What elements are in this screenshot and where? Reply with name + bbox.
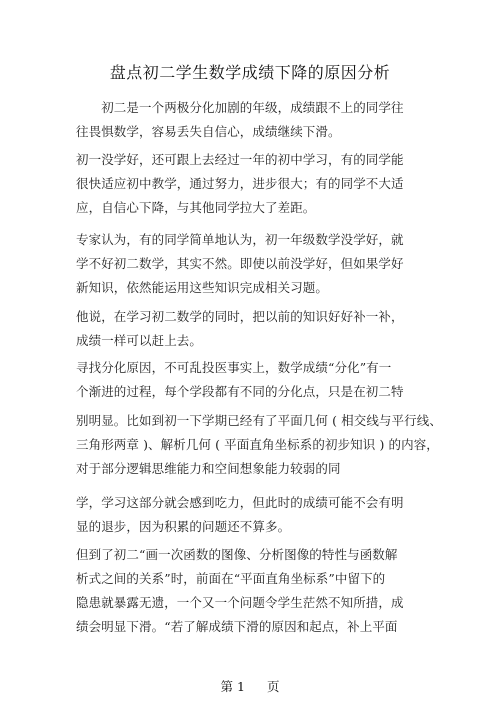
paragraph-8 — [76, 543, 436, 639]
text-line: 初二是一个两极分化加剧的年级，成绩跟不上的同学往 — [76, 100, 404, 115]
page-footer — [0, 678, 500, 696]
paragraph-3 — [76, 228, 436, 300]
text-line: 学不好初二数学，其实不然。即使以前没学好，但如果学好 — [76, 256, 404, 271]
text-line: 专家认为，有的同学简单地认为，初一年级数学没学好，就 — [76, 232, 404, 247]
text-line: 成绩一样可以赶上去。 — [76, 333, 203, 348]
text-line: 寻找分化原因，不可乱投医事实上，数学成绩“分化”有一 — [76, 360, 392, 375]
paragraph-5 — [76, 356, 436, 404]
text-line: 显的退步，因为积累的问题还不算多。 — [76, 519, 291, 534]
text-line: 别明显。比如到初一下学期已经有了平面几何 ( 相交线与平行线、 — [76, 413, 442, 428]
text-line: 学，学习这部分就会感到吃力，但此时的成绩可能不会有明 — [76, 495, 404, 510]
paragraph-6 — [76, 409, 442, 481]
paragraph-1 — [76, 96, 436, 144]
paragraph-2 — [76, 148, 436, 220]
page-title: 盘点初二学生数学成绩下降的原因分析 — [109, 63, 391, 82]
text-line: 新知识，依然能运用这些知识完成相关习题。 — [76, 280, 329, 295]
paragraph-4 — [76, 305, 436, 353]
text-line: 析式之间的关系”时，前面在“平面直角坐标系”中留下的 — [76, 571, 386, 586]
text-line: 很快适应初中教学，通过努力，进步很大；有的同学不大适 — [76, 176, 404, 191]
text-line: 但到了初二“画一次函数的图像、分析图像的特性与函数解 — [76, 547, 398, 562]
text-line: 应，自信心下降，与其他同学拉大了差距。 — [76, 200, 316, 215]
text-line: 隐患就暴露无遗，一个又一个问题令学生茫然不知所措，成 — [76, 595, 404, 610]
text-line: 个渐进的过程，每个学段都有不同的分化点，只是在初二特 — [76, 384, 404, 399]
text-line: 对于部分逻辑思维能力和空间想象能力较弱的同 — [76, 461, 341, 476]
paragraph-7 — [76, 491, 436, 539]
text-line: 三角形两章 )、解析几何 ( 平面直角坐标系的初步知识 ) 的内容， — [76, 437, 439, 452]
text-line: 往畏惧数学，容易丢失自信心，成绩继续下滑。 — [76, 124, 341, 139]
page-number-suffix: 页 — [266, 679, 280, 694]
text-line: 他说，在学习初二数学的同时，把以前的知识好好补一补， — [76, 309, 404, 324]
text-line: 绩会明显下滑。“若了解成绩下滑的原因和起点，补上平面 — [76, 619, 398, 634]
page-number: 第 1 — [220, 679, 245, 694]
text-line: 初一没学好，还可跟上去经过一年的初中学习，有的同学能 — [76, 152, 404, 167]
